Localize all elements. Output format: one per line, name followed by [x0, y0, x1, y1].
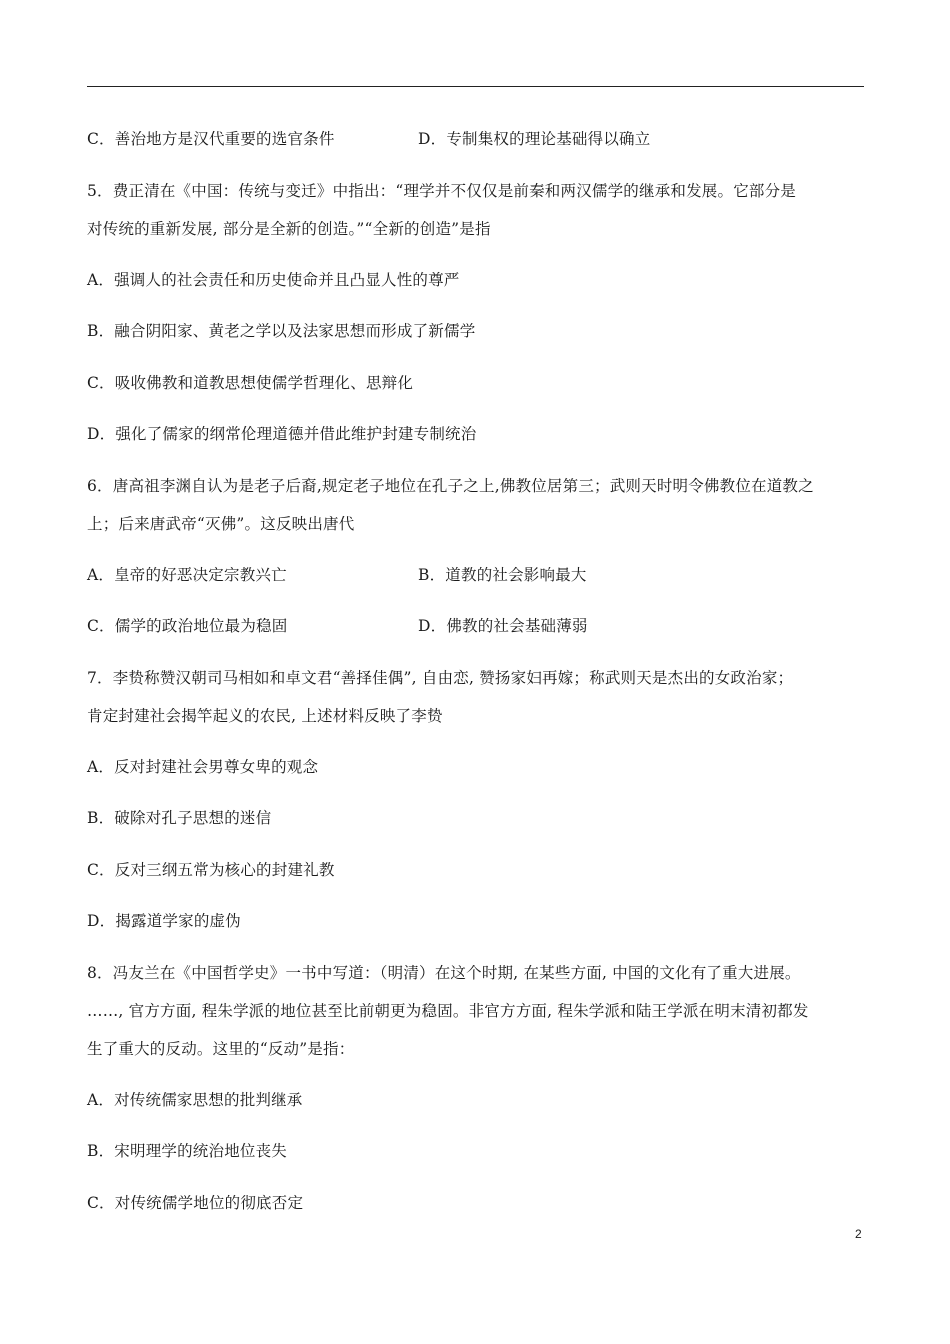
- q5-stem-line-2: 对传统的重新发展, 部分是全新的创造。”“全新的创造”是指: [87, 220, 491, 238]
- q5-stem-line-1: 5．费正清在《中国：传统与变迁》中指出：“理学并不仅仅是前秦和两汉儒学的继承和发展。它部分是: [87, 182, 796, 200]
- header-rule: [87, 86, 864, 87]
- q7-option-c: C．反对三纲五常为核心的封建礼教: [87, 861, 335, 879]
- q7-option-d: D．揭露道学家的虚伪: [87, 912, 241, 930]
- q5-option-b: B．融合阴阳家、黄老之学以及法家思想而形成了新儒学: [87, 322, 476, 340]
- q8-stem-line-1: 8．冯友兰在《中国哲学史》一书中写道：（明清）在这个时期, 在某些方面, 中国的文化有了重大进展。: [87, 964, 801, 982]
- q6-stem-line-2: 上；后来唐武帝“灭佛”。这反映出唐代: [87, 515, 355, 533]
- q5-option-d: D．强化了儒家的纲常伦理道德并借此维护封建专制统治: [87, 425, 477, 443]
- q6-option-b: B．道教的社会影响最大: [418, 566, 587, 584]
- q4-option-d: D．专制集权的理论基础得以确立: [418, 130, 651, 148]
- q7-option-b: B．破除对孔子思想的迷信: [87, 809, 272, 827]
- q5-option-a: A．强调人的社会责任和历史使命并且凸显人性的尊严: [87, 271, 460, 289]
- q7-stem-line-1: 7．李贽称赞汉朝司马相如和卓文君“善择佳偶”, 自由恋, 赞扬家妇再嫁；称武则天是杰出的女政治家；: [87, 669, 794, 687]
- q5-option-c: C．吸收佛教和道教思想使儒学哲理化、思辩化: [87, 374, 414, 392]
- q4-option-c: C．善治地方是汉代重要的选官条件: [87, 130, 335, 148]
- q8-option-c: C．对传统儒学地位的彻底否定: [87, 1194, 304, 1212]
- q8-stem-line-2: ……, 官方方面, 程朱学派的地位甚至比前朝更为稳固。非官方方面, 程朱学派和陆王学派在明末清初都发: [87, 1002, 809, 1020]
- q8-stem-line-3: 生了重大的反动。这里的“反动”是指：: [87, 1040, 355, 1058]
- q6-option-c: C．儒学的政治地位最为稳固: [87, 617, 288, 635]
- q6-stem-line-1: 6．唐高祖李渊自认为是老子后裔,规定老子地位在孔子之上,佛教位居第三；武则天时明令佛教位在道教之: [87, 477, 814, 495]
- page-number: 2: [855, 1227, 862, 1241]
- q7-option-a: A．反对封建社会男尊女卑的观念: [87, 758, 319, 776]
- q6-option-a: A．皇帝的好恶决定宗教兴亡: [87, 566, 287, 584]
- q8-option-a: A．对传统儒家思想的批判继承: [87, 1091, 303, 1109]
- q6-option-d: D．佛教的社会基础薄弱: [418, 617, 588, 635]
- q8-option-b: B．宋明理学的统治地位丧失: [87, 1142, 287, 1160]
- q7-stem-line-2: 肯定封建社会揭竿起义的农民, 上述材料反映了李贽: [87, 707, 443, 725]
